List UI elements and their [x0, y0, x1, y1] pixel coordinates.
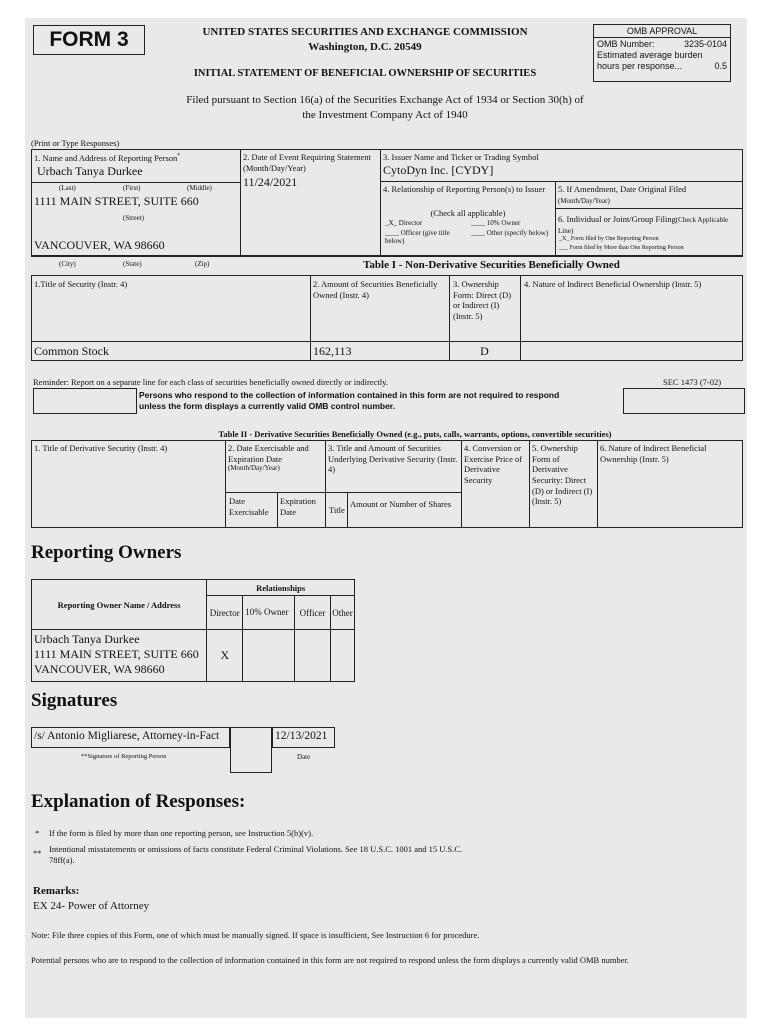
- note2-mark: **: [33, 848, 42, 858]
- print-note: (Print or Type Responses): [31, 138, 120, 148]
- table1-col2-header: 2. Amount of Securities Beneficially Owned (Instr. 4): [313, 279, 438, 300]
- remarks-label: Remarks:: [33, 885, 80, 897]
- date-label: Date: [297, 753, 311, 761]
- middle-label: (Middle): [187, 184, 212, 192]
- table2-date-exercisable: Date Exercisable: [229, 496, 269, 517]
- reporting-owners-heading: Reporting Owners: [31, 542, 182, 563]
- other-header: Other: [330, 596, 354, 630]
- burden-value: 0.5: [714, 61, 727, 71]
- agency-location: Washington, D.C. 20549: [308, 41, 422, 53]
- ten-percent-owner-checkbox[interactable]: ____ 10% Owner: [471, 219, 521, 227]
- event-date: 11/24/2021: [243, 175, 298, 189]
- relationships-header: Relationships: [207, 580, 355, 596]
- remarks-text: EX 24- Power of Attorney: [33, 900, 150, 912]
- reporting-owners-table: [31, 579, 355, 682]
- table1-col4-header: 4. Nature of Indirect Beneficial Ownership (Instr. 5): [524, 279, 702, 289]
- box5-label: 5. If Amendment, Date Original Filed (Month/Day/Year): [558, 184, 687, 205]
- reporting-person-city: VANCOUVER, WA 98660: [34, 238, 165, 252]
- signatures-heading: Signatures: [31, 690, 118, 711]
- omb-approval-box: [593, 24, 731, 82]
- note1-mark: *: [35, 828, 40, 838]
- owner-officer-mark: [295, 630, 331, 682]
- burden-line2: hours per response...: [597, 61, 683, 71]
- form-title: INITIAL STATEMENT OF BENEFICIAL OWNERSHIP OF SECURITIES: [193, 68, 537, 79]
- owner-name-address: Urbach Tanya Durkee 1111 MAIN STREET, SUITE 660 VANCOUVER, WA 98660: [32, 630, 207, 682]
- form-page: [25, 18, 747, 1018]
- table2-title: Table II - Derivative Securities Beneficially Owned (e.g., puts, calls, warrants, options, convertible securities): [218, 429, 612, 439]
- form-label: FORM 3: [33, 25, 145, 55]
- ten-pct-owner-header: 10% Owner: [243, 596, 295, 630]
- reminder-text: Reminder: Report on a separate line for each class of securities beneficially owned directly or indirectly.: [33, 377, 388, 387]
- owner-director-mark: X: [207, 630, 243, 682]
- table2-col2-header: 2. Date Exercisable and Expiration Date (Month/Day/Year): [228, 443, 309, 473]
- table2-col4-header: 4. Conversion or Exercise Price of Derivative Security: [464, 443, 523, 485]
- box3-label: 3. Issuer Name and Ticker or Trading Symbol: [383, 152, 539, 162]
- street-label: (Street): [123, 214, 144, 222]
- signature-date: 12/13/2021: [275, 730, 328, 742]
- signature-value: /s/ Antonio Migliarese, Attorney-in-Fact: [34, 730, 220, 742]
- table2-col5-header: 5. Ownership Form of Derivative Security: Direct (D) or Indirect (I) (Instr. 5): [532, 443, 593, 507]
- table2-col6-header: 6. Nature of Indirect Beneficial Ownership (Instr. 5): [600, 443, 707, 464]
- owner-name-header: Reporting Owner Name / Address: [32, 580, 207, 630]
- city-label: (City): [59, 260, 76, 268]
- agency-name: UNITED STATES SECURITIES AND EXCHANGE COMMISSION: [202, 26, 528, 38]
- omb-number-label: OMB Number:: [597, 39, 655, 49]
- table1-col3-header: 3. Ownership Form: Direct (D) or Indirect (I) (Instr. 5): [453, 279, 512, 321]
- persons-notice: Persons who respond to the collection of information contained in this form are not required to respond unless the form displays a currently valid OMB control number.: [139, 390, 560, 411]
- box4-label: 4. Relationship of Reporting Person(s) to Issuer: [383, 184, 546, 194]
- box2-label: 2. Date of Event Requiring Statement (Month/Day/Year): [243, 152, 371, 173]
- officer-header: Officer: [295, 596, 331, 630]
- reporting-person-street: 1111 MAIN STREET, SUITE 660: [34, 194, 199, 208]
- file-note: Note: File three copies of this Form, one of which must be manually signed. If space is insufficient, See Instruction 6 for procedure.: [31, 930, 480, 940]
- group-filer-option[interactable]: ___ Form filed by More than One Reporting Person: [559, 245, 684, 251]
- table1-title: Table I - Non-Derivative Securities Beneficially Owned: [363, 259, 620, 271]
- owner-ten-pct-mark: [243, 630, 295, 682]
- table2-expiration-date: Expiration Date: [280, 496, 316, 517]
- table1-ownership-form: D: [480, 344, 489, 358]
- table2-col1-header: 1. Title of Derivative Security (Instr. 4): [34, 443, 168, 453]
- zip-label: (Zip): [195, 260, 210, 268]
- persons-notice-right: [623, 388, 745, 414]
- issuer-name: CytoDyn Inc. [CYDY]: [383, 163, 494, 177]
- reporting-person-name: Urbach Tanya Durkee: [37, 164, 143, 178]
- omb-number: 3235-0104: [683, 39, 727, 49]
- check-all-label: (Check all applicable): [430, 208, 506, 218]
- single-filer-option[interactable]: _X_ Form filed by One Reporting Person: [559, 236, 659, 242]
- box1-label: 1. Name and Address of Reporting Person*: [34, 153, 181, 163]
- signature-label: **Signature of Reporting Person: [81, 753, 167, 760]
- explanation-heading: Explanation of Responses:: [31, 791, 246, 812]
- burden-line1: Estimated average burden: [597, 50, 703, 60]
- note1-text: If the form is filed by more than one reporting person, see Instruction 5(b)(v).: [49, 828, 314, 838]
- table2-col3-header: 3. Title and Amount of Securities Underlying Derivative Security (Instr. 4): [328, 443, 458, 475]
- omb-title: OMB APPROVAL: [594, 25, 730, 38]
- director-header: Director: [207, 596, 243, 630]
- filed-pursuant-line1: Filed pursuant to Section 16(a) of the Securities Exchange Act of 1934 or Section 30(h) of: [186, 94, 584, 106]
- filed-pursuant-line2: the Investment Company Act of 1940: [302, 109, 468, 121]
- table1-security: Common Stock: [34, 344, 110, 358]
- table2-title-subheader: Title: [329, 505, 345, 515]
- table2-amount-subheader: Amount or Number of Shares: [350, 499, 452, 509]
- state-label: (State): [123, 260, 142, 268]
- other-checkbox[interactable]: ____ Other (specify below): [471, 229, 549, 237]
- last-label: (Last): [59, 184, 76, 192]
- table1-col1-header: 1.Title of Security (Instr. 4): [34, 279, 128, 289]
- owner-other-mark: [330, 630, 354, 682]
- first-label: (First): [123, 184, 141, 192]
- table1-amount: 162,113: [313, 344, 352, 358]
- persons-notice-left: [33, 388, 137, 414]
- officer-checkbox[interactable]: ____ Officer (give title below): [385, 229, 450, 246]
- note2-text: Intentional misstatements or omissions of facts constitute Federal Criminal Violations. See 18 U.S.C. 1001 and 15 U.S.C. 78ff(a).: [49, 844, 463, 865]
- sec-number: SEC 1473 (7-02): [663, 377, 722, 387]
- potential-persons-note: Potential persons who are to respond to the collection of information contained in this form are not required to respond unless the form displays a currently valid OMB number.: [31, 955, 629, 965]
- signature-spacer-box: [230, 727, 272, 773]
- box6-label: 6. Individual or Joint/Group Filing(Check Applicable Line): [558, 214, 729, 235]
- director-checkbox[interactable]: _X_ Director: [385, 219, 423, 227]
